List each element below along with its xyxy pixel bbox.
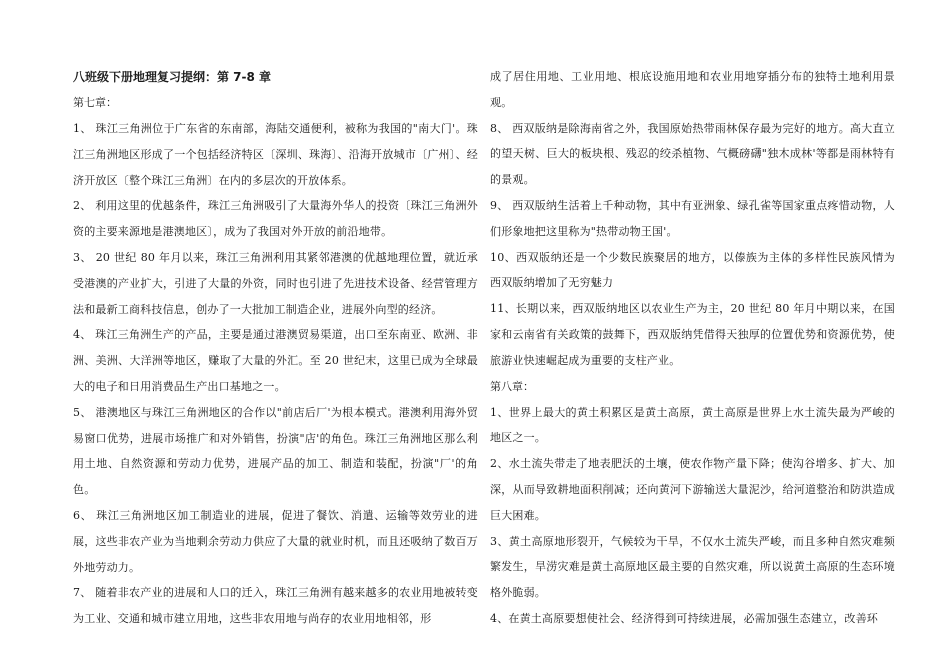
chapter-7-item-10: 10、西双版纳还是一个少数民族聚居的地方，以傣族为主体的多样性民族风情为西双版纳增加了无穷魅力: [490, 250, 895, 290]
chapter-8-item-2: 2、水土流失带走了地表肥沃的土壤，使农作物产量下降；使沟谷增多、扩大、加深，从而导致耕地面积削减；还向黄河下游输送大量泥沙，给河道整治和防洪造成巨大困难。: [490, 457, 895, 522]
right-column: [490, 64, 895, 632]
chapter-7-item-9: 9、 西双版纳生活着上千种动物，其中有亚洲象、绿孔雀等国家重点疼惜动物，人们形象地把这里称为"热带动物王国'。: [490, 198, 895, 238]
chapter-7-item-7: 7、 随着非农产业的进展和人口的迁入，珠江三角洲有越来越多的农业用地被转变为工业、交通和城市建立用地，这些非农用地与尚存的农业用地相邻，形: [73, 586, 478, 626]
chapter-7-item-8: 8、 西双版纳是除海南省之外，我国原始热带雨林保存最为完好的地方。高大直立的望天树、巨大的板块根、残忍的绞杀植物、气概磅礴"独木成林'等都是雨林特有的景观。: [490, 121, 895, 187]
chapter-7-heading: 第七章：: [73, 96, 117, 109]
chapter-7-item-7-continued: 成了居住用地、工业用地、根底设施用地和农业用地穿插分布的独特土地利用景观。: [490, 70, 895, 109]
left-column: [73, 64, 478, 632]
chapter-7-item-3: 3、 20 世纪 80 年月以来，珠江三角洲利用其紧邻港澳的优越地理位置，就近承受港澳的产业扩大，引进了大量的外资，同时也引进了先进技术设备、经营管理方法和最新工商科技信息，创办了一大批加工制造企业，进展外向型的经济。: [73, 250, 478, 316]
chapter-8-heading: 第八章：: [490, 379, 534, 393]
chapter-8-item-3: 3、黄土高原地形裂开，气候较为干旱，不仅水土流失严峻，而且多种自然灾难频繁发生，旱涝灾难是黄土高原地区最主要的自然灾难，所以说黄土高原的生态环境格外脆弱。: [490, 534, 895, 600]
chapter-7-item-5: 5、 港澳地区与珠江三角洲地区的合作以"前店后厂'为根本模式。港澳利用海外贸易窗口优势，进展市场推广和对外销售，扮演"店'的角色。珠江三角洲地区那么利用土地、自然资源和劳动力优势，进展产品的加工、制造和装配，扮演"厂'的角色。: [73, 405, 478, 497]
chapter-7-item-2: 2、 利用这里的优越条件，珠江三角洲吸引了大量海外华人的投资〔珠江三角洲外资的主要来源地是港澳地区〕，成为了我国对外开放的前沿地带。: [73, 199, 478, 239]
chapter-7-item-4: 4、 珠江三角洲生产的产品，主要是通过港澳贸易渠道，出口至东南亚、欧洲、非洲、美洲、大洋洲等地区，赚取了大量的外汇。至 20 世纪末，这里已成为全球最大的电子和日用消费品生产出口基地之一。: [73, 328, 478, 393]
document-title: 八班级下册地理复习提纲：第 7-8 章: [73, 70, 272, 84]
chapter-7-item-11: 11、长期以来，西双版纳地区以农业生产为主，20 世纪 80 年月中期以来，在国家和云南省有关政策的鼓舞下，西双版纳凭借得天独厚的位置优势和资源优势，使旅游业快速崛起成为重要的支柱产业。: [490, 302, 895, 367]
chapter-8-item-1: 1、世界上最大的黄土积累区是黄土高原，黄土高原是世界上水土流失最为严峻的地区之一。: [490, 405, 895, 445]
chapter-8-item-4: 4、在黄土高原要想使社会、经济得到可持续进展，必需加强生态建立，改善环: [490, 611, 878, 625]
chapter-7-item-1: 1、 珠江三角洲位于广东省的东南部，海陆交通便利，被称为我国的"南大门'。珠江三角洲地区形成了一个包括经济特区〔深圳、珠海〕、沿海开放城市〔广州〕、经济开放区〔整个珠江三角洲〕在内的多层次的开放体系。: [73, 122, 478, 187]
chapter-7-item-6: 6、 珠江三角洲地区加工制造业的进展，促进了餐饮、消遣、运输等效劳业的进展，这些非农产业为当地剩余劳动力供应了大量的就业时机，而且还吸纳了数百万外地劳动力。: [73, 508, 478, 574]
